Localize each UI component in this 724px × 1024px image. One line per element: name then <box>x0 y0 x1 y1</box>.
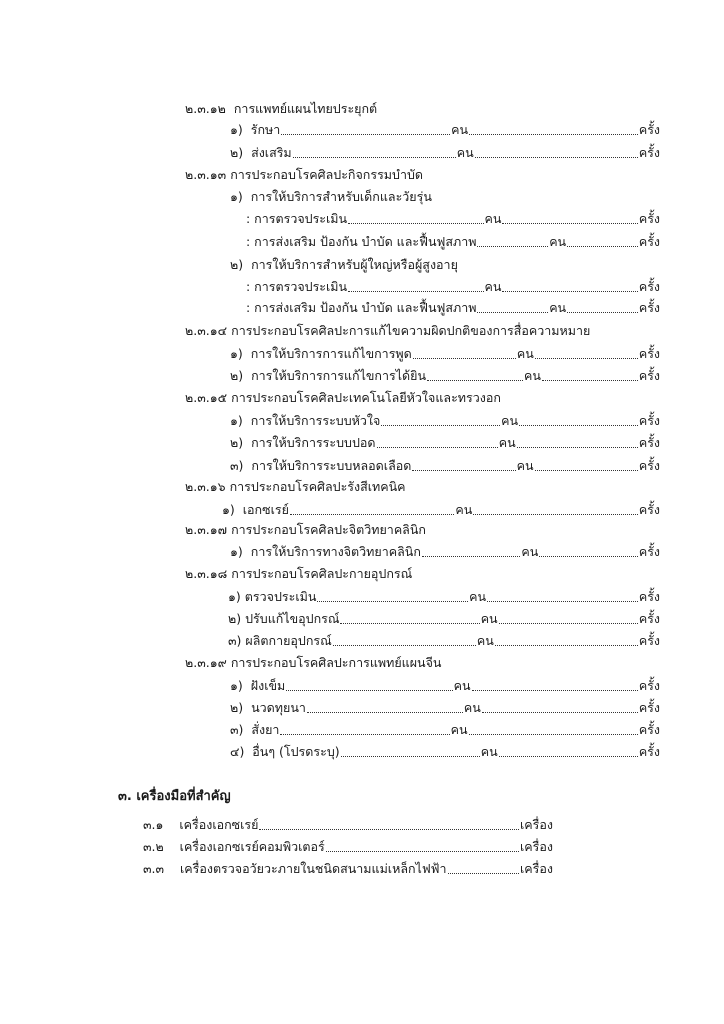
fill-blank[interactable] <box>348 278 483 292</box>
fill-blank[interactable] <box>280 721 449 735</box>
equipment-line: ๓.๓ เครื่องตรวจอวัยวะภายในชนิดสนามแม่เหล็กไฟฟ้า เครื่อง <box>143 861 553 876</box>
form-line: ๓) ผลิตกายอุปกรณ์ คน ครั้ง <box>228 633 661 648</box>
fill-blank[interactable] <box>469 721 638 735</box>
fill-blank[interactable] <box>381 412 500 426</box>
fill-blank[interactable] <box>422 543 521 557</box>
fill-blank[interactable] <box>567 299 638 313</box>
fill-blank[interactable] <box>495 632 638 646</box>
form-line: : การส่งเสริม ป้องกัน บำบัด และฟื้นฟูสภาพ คน ครั้ง <box>246 234 661 249</box>
fill-blank[interactable] <box>286 677 452 691</box>
fill-blank[interactable] <box>348 210 483 224</box>
section-heading: ๒.๓.๑๔ การประกอบโรคศิลปะการแก้ไขความผิดปกติของการสื่อความหมาย <box>185 323 591 338</box>
fill-blank[interactable] <box>341 743 480 757</box>
fill-blank[interactable] <box>293 144 456 158</box>
section-3-heading: ๓. เครื่องมือที่สำคัญ <box>118 789 231 804</box>
section-heading: ๒.๓.๑๙ การประกอบโรคศิลปะการแพทย์แผนจีน <box>185 655 442 670</box>
fill-blank[interactable] <box>567 233 638 247</box>
fill-blank[interactable] <box>472 677 638 691</box>
form-line: ๓) การให้บริการระบบหลอดเลือด คน ครั้ง <box>230 458 660 473</box>
fill-blank[interactable] <box>413 345 516 359</box>
fill-blank[interactable] <box>448 860 519 874</box>
fill-blank[interactable] <box>517 434 638 448</box>
section-heading: ๒.๓.๑๖ การประกอบโรคศิลปะรังสีเทคนิค <box>185 479 406 494</box>
form-line: ๒) การให้บริการระบบปอด คน ครั้ง <box>230 435 661 450</box>
section-heading: ๒.๓.๑๒ การแพทย์แผนไทยประยุกต์ <box>185 101 378 116</box>
fill-blank[interactable] <box>469 121 638 135</box>
fill-blank[interactable] <box>427 367 523 381</box>
fill-blank[interactable] <box>473 501 637 515</box>
fill-blank[interactable] <box>326 838 519 852</box>
form-line: ๑) ฝังเข็ม คน ครั้ง <box>230 678 660 693</box>
subsection-heading: ๒) การให้บริการสำหรับผู้ใหญ่หรือผู้สูงอายุ <box>230 257 458 272</box>
form-line: ๑) การให้บริการทางจิตวิทยาคลินิก คน ครั้ง <box>230 544 661 559</box>
form-line: : การตรวจประเมิน คน ครั้ง <box>246 211 661 226</box>
fill-blank[interactable] <box>539 543 638 557</box>
fill-blank[interactable] <box>259 816 519 830</box>
form-line: : การตรวจประเมิน คน ครั้ง <box>246 279 661 294</box>
fill-blank[interactable] <box>412 457 515 471</box>
fill-blank[interactable] <box>281 121 450 135</box>
form-line: ๒) การให้บริการการแก้ไขการได้ยิน คน ครั้ง <box>230 368 660 383</box>
section-heading: ๒.๓.๑๕ การประกอบโรคศิลปะเทคโนโลยีหัวใจและทรวงอก <box>185 390 501 405</box>
form-line: ๒) นวดทุยนา คน ครั้ง <box>230 700 660 715</box>
equipment-line: ๓.๒ เครื่องเอกซเรย์คอมพิวเตอร์ เครื่อง <box>143 839 553 854</box>
fill-blank[interactable] <box>535 345 638 359</box>
fill-blank[interactable] <box>477 299 548 313</box>
subsection-heading: ๑) การให้บริการสำหรับเด็กและวัยรุ่น <box>230 189 432 204</box>
section-heading: ๒.๓.๑๘ การประกอบโรคศิลปะกายอุปกรณ์ <box>185 566 413 581</box>
fill-blank[interactable] <box>377 434 498 448</box>
fill-blank[interactable] <box>317 588 468 602</box>
fill-blank[interactable] <box>499 610 638 624</box>
fill-blank[interactable] <box>502 210 637 224</box>
fill-blank[interactable] <box>487 588 638 602</box>
fill-blank[interactable] <box>519 412 638 426</box>
fill-blank[interactable] <box>475 144 638 158</box>
fill-blank[interactable] <box>333 632 476 646</box>
equipment-line: ๓.๑ เครื่องเอกซเรย์ เครื่อง <box>143 817 553 832</box>
section-heading: ๒.๓.๑๓ การประกอบโรคศิลปะกิจกรรมบำบัด <box>185 167 424 182</box>
form-line: ๑) เอกซเรย์ คน ครั้ง <box>222 502 660 517</box>
form-line: ๒) ปรับแก้ไขอุปกรณ์ คน ครั้ง <box>228 611 660 626</box>
fill-blank[interactable] <box>535 457 638 471</box>
fill-blank[interactable] <box>502 278 637 292</box>
form-line: ๒) ส่งเสริม คน ครั้ง <box>230 145 660 160</box>
section-heading: ๒.๓.๑๗ การประกอบโรคศิลปะจิตวิทยาคลินิก <box>185 522 426 537</box>
fill-blank[interactable] <box>499 743 638 757</box>
form-line: ๑) การให้บริการการแก้ไขการพูด คน ครั้ง <box>230 346 661 361</box>
form-line: ๑) ตรวจประเมิน คน ครั้ง <box>228 589 661 604</box>
form-line: : การส่งเสริม ป้องกัน บำบัด และฟื้นฟูสภาพ คน ครั้ง <box>246 300 661 315</box>
form-line: ๑) การให้บริการระบบหัวใจ คน ครั้ง <box>230 413 661 428</box>
form-line: ๑) รักษา คน ครั้ง <box>230 122 661 137</box>
fill-blank[interactable] <box>542 367 638 381</box>
fill-blank[interactable] <box>482 699 638 713</box>
fill-blank[interactable] <box>477 233 548 247</box>
fill-blank[interactable] <box>340 610 479 624</box>
form-line: ๔) อื่นๆ (โปรดระบุ) คน ครั้ง <box>230 744 660 759</box>
fill-blank[interactable] <box>290 501 454 515</box>
fill-blank[interactable] <box>307 699 463 713</box>
form-line: ๓) สั่งยา คน ครั้ง <box>230 722 660 737</box>
